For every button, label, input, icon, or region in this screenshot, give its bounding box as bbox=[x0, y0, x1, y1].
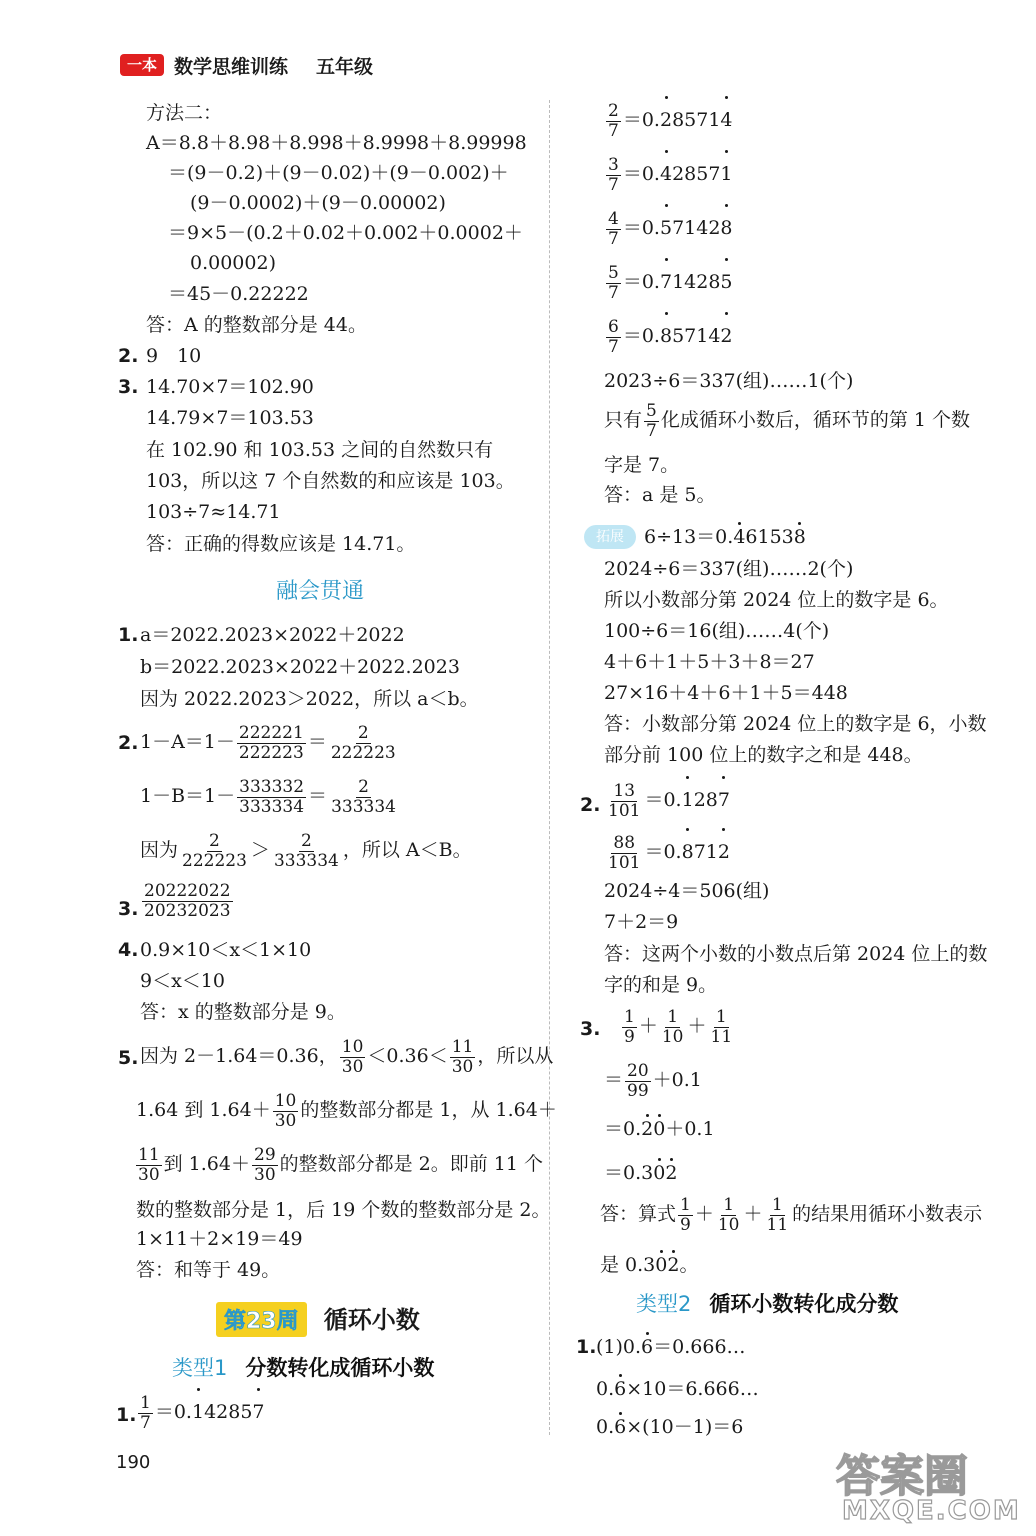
fraction: $\frac{2}{333334}$ bbox=[331, 776, 396, 817]
q2-line: 7＋2＝9 bbox=[604, 911, 679, 933]
week-heading bbox=[216, 1300, 420, 1337]
problem-3-line: 14.70×7＝102.90 bbox=[146, 376, 314, 398]
type-title: 循环小数转化成分数 bbox=[709, 1292, 899, 1316]
fraction: $\frac{2}{222223}$ bbox=[182, 830, 247, 871]
fraction: $\frac{29}{30}$ bbox=[254, 1144, 276, 1185]
r5-line: 因为 2－1.64＝0.36， $\frac{10}{30}$ ＜0.36＜ $\frac{11}{30}$ ，所以从 bbox=[140, 1036, 554, 1077]
method2-line: ＝(9－0.2)＋(9－0.02)＋(9－0.002)＋ bbox=[168, 162, 509, 184]
r3-fraction bbox=[140, 882, 235, 921]
r-line: 只有 $\frac{5}{7}$ 化成循环小数后，循环节的第 1 个数 bbox=[604, 400, 971, 441]
r4-line: 9＜x＜10 bbox=[140, 970, 225, 992]
s-line: 6÷13＝0.461538 bbox=[644, 526, 806, 548]
s-answer: 答：小数部分第 2024 位上的数字是 6，小数 bbox=[604, 713, 987, 735]
fraction: $\frac{11}{30}$ bbox=[451, 1036, 474, 1077]
fraction: $\frac{10}{30}$ bbox=[274, 1090, 297, 1131]
book-title: 数学思维训练 bbox=[174, 56, 289, 78]
q3-line: ＝0.302 bbox=[604, 1162, 678, 1184]
t1-line: $\frac{1}{7}$ ＝0.142857 bbox=[136, 1390, 265, 1434]
q2-line: $\frac{13}{101}$ ＝0.1287 bbox=[604, 778, 730, 822]
problem-3-line: 103，所以这 7 个自然数的和应该是 103。 bbox=[146, 470, 515, 492]
q2-line: $\frac{88}{101}$ ＝0.8712 bbox=[604, 830, 730, 874]
method2-line: ＝45－0.22222 bbox=[168, 283, 309, 305]
r2-line-b: 1－B＝1－ $\frac{333332}{333334}$ ＝ $\frac{2}{333334}$ bbox=[140, 776, 396, 817]
r1-line: 因为 2022.2023＞2022，所以 a＜b。 bbox=[140, 688, 479, 710]
q2-answer: 答：这两个小数的小数点后第 2024 位上的数 bbox=[604, 943, 988, 965]
fraction-decimal: $\frac{3}{7}$ ＝0.428571 bbox=[604, 152, 733, 196]
type-tag: 类型2 bbox=[636, 1292, 692, 1316]
type1-heading bbox=[172, 1352, 434, 1382]
type-title: 分数转化成循环小数 bbox=[245, 1356, 435, 1380]
problem-number: 1. bbox=[576, 1336, 597, 1358]
brand-logo: 一本 bbox=[120, 54, 164, 76]
fraction: $\frac{20222022}{20232023}$ bbox=[144, 881, 231, 921]
column-divider bbox=[549, 100, 550, 1435]
q3-answer: 答：算式 $\frac{1}{9}$ ＋ $\frac{1}{10}$ ＋ $\frac{1}{11}$ 的结果用循环小数表示 bbox=[600, 1194, 983, 1235]
type-tag: 类型1 bbox=[172, 1356, 228, 1380]
problem-number: 3. bbox=[580, 1018, 601, 1040]
r2-line-c: 因为 $\frac{2}{222223}$ ＞ $\frac{2}{333334}$ ，所以 A＜B。 bbox=[140, 830, 472, 871]
watermark-url: MXQE.COM bbox=[842, 1496, 1021, 1526]
problem-number: 3. bbox=[118, 376, 139, 398]
s-answer: 部分前 100 位上的数字之和是 448。 bbox=[604, 744, 923, 766]
problem-number: 5. bbox=[118, 1047, 139, 1069]
r-answer: 答：a 是 5。 bbox=[604, 484, 716, 506]
q2-answer: 字的和是 9。 bbox=[604, 974, 718, 996]
q3-line: ＝0.20＋0.1 bbox=[604, 1118, 715, 1140]
method2-line: 0.00002) bbox=[190, 252, 276, 274]
q3-line: $\frac{1}{9}$ ＋ $\frac{1}{10}$ ＋ $\frac{1}{11}$ bbox=[624, 1006, 733, 1047]
fraction: $\frac{2}{333334}$ bbox=[273, 830, 339, 871]
problem-number: 2. bbox=[118, 345, 139, 367]
s-line: 100÷6＝16(组)……4(个) bbox=[604, 620, 830, 642]
method2-line: ＝9×5－(0.2＋0.02＋0.002＋0.0002＋ bbox=[168, 222, 523, 244]
problem-number: 1. bbox=[116, 1404, 137, 1426]
r2-line-a: 1－A＝1－ $\frac{222221}{222223}$ ＝ $\frac{2}{222223}$ bbox=[140, 722, 396, 763]
fraction: $\frac{1}{7}$ bbox=[140, 1392, 151, 1433]
r4-line: 0.9×10＜x＜1×10 bbox=[140, 939, 312, 961]
fraction-decimal: $\frac{2}{7}$ ＝0.285714 bbox=[604, 98, 733, 142]
q2-line: 2024÷4＝506(组) bbox=[604, 880, 770, 902]
r5-line: 数的整数部分是 1，后 19 个数的整数部分是 2。 bbox=[136, 1199, 551, 1221]
problem-number: 1. bbox=[118, 624, 139, 646]
s-line: 2024÷6＝337(组)……2(个) bbox=[604, 558, 854, 580]
s-line: 所以小数部分第 2024 位上的数字是 6。 bbox=[604, 589, 949, 611]
r5-line: 1×11＋2×19＝49 bbox=[136, 1228, 303, 1250]
problem-3-line: 14.79×7＝103.53 bbox=[146, 407, 314, 429]
method2-label: 方法二： bbox=[146, 102, 223, 124]
r1-line: b＝2022.2023×2022＋2022.2023 bbox=[140, 656, 460, 678]
type2-heading bbox=[636, 1288, 898, 1318]
problem-3-line: 103÷7≈14.71 bbox=[146, 501, 281, 523]
problem-2-answer: 9 10 bbox=[146, 345, 202, 367]
fraction: $\frac{222221}{222223}$ bbox=[238, 722, 304, 763]
c1-line: (1)0.6＝0.666… bbox=[596, 1336, 746, 1358]
page-number: 190 bbox=[116, 1452, 151, 1473]
section-title: 融会贯通 bbox=[276, 579, 365, 604]
problem-number: 2. bbox=[118, 732, 139, 754]
problem-number: 4. bbox=[118, 939, 139, 961]
c1-line: 0.6×(10－1)＝6 bbox=[596, 1416, 744, 1438]
text: 1－B＝1－ bbox=[140, 785, 236, 807]
problem-number: 2. bbox=[580, 794, 601, 816]
watermark bbox=[836, 1440, 1026, 1530]
fraction: $\frac{333332}{333334}$ bbox=[239, 776, 305, 817]
fraction: $\frac{2}{222223}$ bbox=[330, 722, 396, 763]
method2-answer: 答：A 的整数部分是 44。 bbox=[146, 314, 367, 336]
problem-3-answer: 答：正确的得数应该是 14.71。 bbox=[146, 533, 416, 555]
fraction-decimal: $\frac{5}{7}$ ＝0.714285 bbox=[604, 260, 733, 304]
c1-line: 0.6×10＝6.666… bbox=[596, 1378, 759, 1400]
method2-line: (9－0.0002)＋(9－0.00002) bbox=[190, 192, 446, 214]
fraction-decimal: $\frac{6}{7}$ ＝0.857142 bbox=[604, 314, 733, 358]
method2-line: A＝8.8＋8.98＋8.998＋8.9998＋8.99998 bbox=[146, 132, 527, 154]
r5-line: 1.64 到 1.64＋ $\frac{10}{30}$ 的整数部分都是 1，从 1.64＋ bbox=[136, 1090, 557, 1131]
grade-label: 五年级 bbox=[316, 56, 374, 78]
fraction: $\frac{11}{30}$ bbox=[138, 1144, 160, 1185]
s-line: 27×16＋4＋6＋1＋5＝448 bbox=[604, 682, 848, 704]
problem-3-line: 在 102.90 和 103.53 之间的自然数只有 bbox=[146, 439, 494, 461]
fraction: $\frac{10}{30}$ bbox=[341, 1036, 364, 1077]
fraction-decimal: $\frac{4}{7}$ ＝0.571428 bbox=[604, 206, 733, 250]
extension-badge: 拓展 bbox=[584, 525, 636, 549]
r-line: 2023÷6＝337(组)……1(个) bbox=[604, 370, 854, 392]
r-line: 字是 7。 bbox=[604, 454, 680, 476]
watermark-logo: 答案圈 bbox=[836, 1451, 968, 1502]
problem-number: 3. bbox=[118, 898, 139, 920]
s-line: 4＋6＋1＋5＋3＋8＝27 bbox=[604, 651, 815, 673]
r1-line: a＝2022.2023×2022＋2022 bbox=[140, 624, 405, 646]
week-title: 循环小数 bbox=[323, 1306, 420, 1334]
r5-line: $\frac{11}{30}$ 到 1.64＋ $\frac{29}{30}$ 的整数部分都是 2。即前 11 个 bbox=[138, 1144, 544, 1185]
text: 1－A＝1－ bbox=[140, 731, 235, 753]
q3-line: ＝ $\frac{20}{99}$ ＋0.1 bbox=[604, 1060, 702, 1101]
q3-answer: 是 0.302。 bbox=[600, 1254, 699, 1276]
r4-answer: 答：x 的整数部分是 9。 bbox=[140, 1001, 346, 1023]
week-badge: 第23周 bbox=[216, 1302, 307, 1337]
r5-answer: 答：和等于 49。 bbox=[136, 1259, 281, 1281]
